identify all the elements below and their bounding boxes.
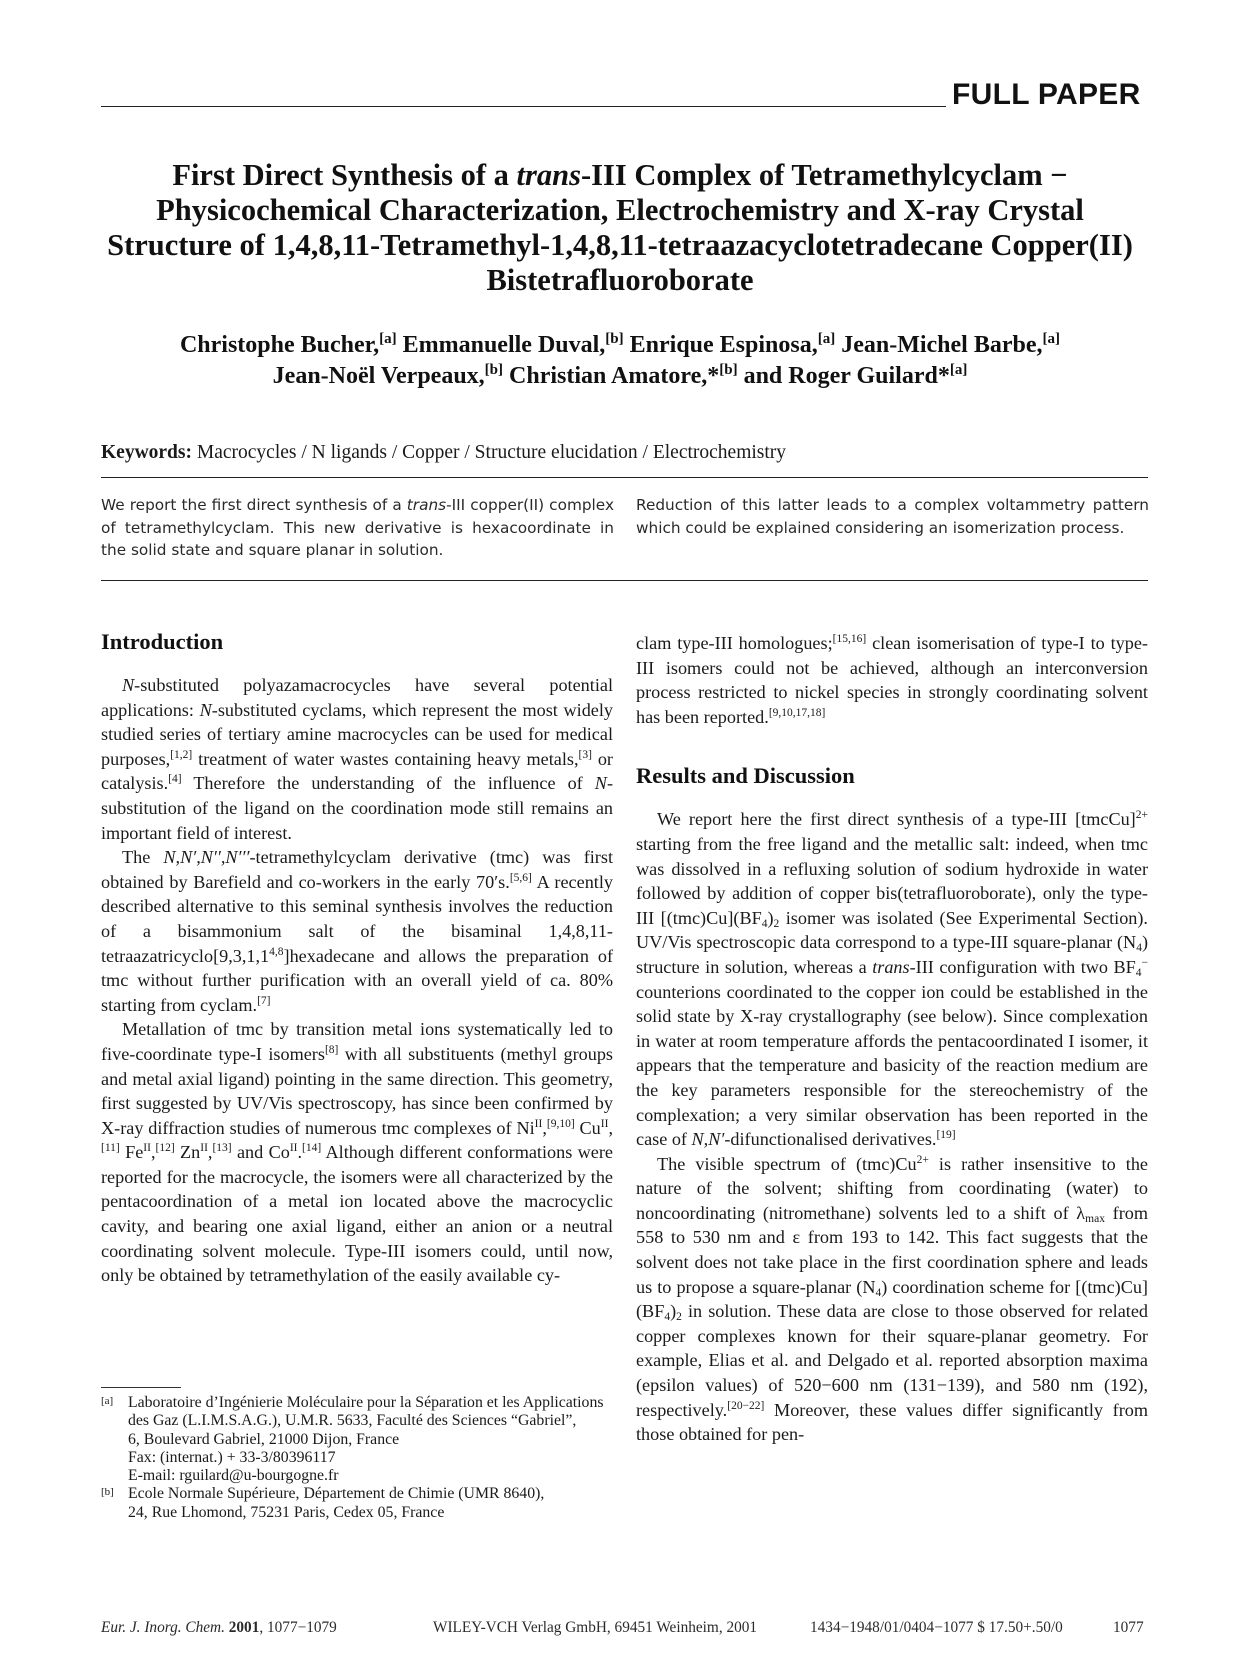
- author: Christian Amatore,*[b]: [509, 362, 738, 389]
- affiliation-b: [b] Ecole Normale Supérieure, Département de Chimie (UMR 8640), 24, Rue Lhomond, 75231 Paris, Cedex 05, France: [101, 1485, 545, 1521]
- author: Christophe Bucher,[a]: [179, 331, 397, 358]
- abstract-right: Reduction of this latter leads to a complex voltammetry pattern which could be explained considering an isomerization process.: [636, 496, 1149, 537]
- paragraph: N-substituted polyazamacrocycles have several potential applications: N-substituted cyclams, which represent the most widely studied series of tertiary amine macrocycles can be used for medical purposes,[1,2] treatment of water wastes containing heavy metals,[3] or catalysis.[4] Therefore the understanding of the influence of N-substitution of the ligand on the coordination mode still remains an important field of interest.: [101, 675, 614, 843]
- author: and Roger Guilard*[a]: [743, 362, 968, 389]
- body-column-right: [636, 631, 1148, 1447]
- paragraph: The visible spectrum of $(tmc)Cu^{2+}$ is rather insensitive to the nature of the solvent; shifting from coordinating (water) to noncoordinating (nitromethane) solvents led to a shift of $\lambda_{max}$ from 558 to 530 nm and ε from 193 to 142. This fact suggests that the solvent does not take place in the first coordination sphere and leads us to propose a square-planar $(N_4)$ coordination scheme for $[(tmc)Cu](BF_4)_2$ in solution. These data are close to those observed for related copper complexes known for their square-planar geometry. For example, Elias et al. and Delgado et al. reported absorption maxima (epsilon values) of 520−600 nm (131−139), and 580 nm (192), respectively.[20−22] Moreover, these values differ significantly from those obtained for pen-: [636, 1153, 1148, 1445]
- author-list: [90, 330, 1150, 392]
- page-number: 1077: [1113, 1619, 1144, 1636]
- section-label: FULL PAPER: [952, 78, 1141, 111]
- paragraph: The N,N′,N′′,N′′′-tetramethylcyclam derivative (tmc) was first obtained by Barefield and co-workers in the early 70′s.[5,6] A recently described alternative to this seminal synthesis involves the reduction of a bisammonium salt of the bisaminal 1,4,8,11-tetraazatricyclo[9,3,1,1$^{4,8}$]hexadecane and allows the preparation of tmc without further purification with an overall yield of ca. 80% starting from cyclam.[7]: [101, 847, 613, 1015]
- footnote-rule: [101, 1387, 181, 1388]
- abstract-rule: [101, 580, 1148, 581]
- heading-results: Results and Discussion: [636, 763, 855, 789]
- paragraph: Metallation of tmc by transition metal ions systematically led to five-coordinate type-I isomers[8] with all substituents (methyl groups and metal axial ligand) pointing in the same direction. This geometry, first suggested by UV/Vis spectroscopy, has since been confirmed by X-ray diffraction studies of numerous tmc complexes of $Ni^{II},[9,10]$ $Cu^{II},[11]$ $Fe^{II},[12]$ $Zn^{II},[13]$ and $Co^{II}.[14]$ Although different conformations were reported for the macrocycle, the isomers were all characterized by the pentacoordination of a metal ion located above the macrocyclic cavity, and bearing one axial ligand, either an anion or a neutral coordinating solvent molecule. Type-III isomers could, until now, only be obtained by tetramethylation of the easily available cy-: [101, 1019, 613, 1286]
- keywords: [101, 442, 786, 464]
- author: Jean-Michel Barbe,[a]: [841, 331, 1061, 358]
- author: Jean-Noël Verpeaux,[b]: [272, 362, 504, 389]
- keywords-rule: [101, 477, 1148, 478]
- header-rule: [101, 106, 946, 107]
- paragraph: clam type-III homologues;[15,16] clean isomerisation of type-I to type-III isomers could not be achieved, although an interconversion process restricted to nickel species in strongly coordinating solvent has been reported.[9,10,17,18]: [636, 633, 1148, 727]
- keywords-label: Keywords:: [101, 442, 192, 463]
- abstract-left: We report the first direct synthesis of a trans-III copper(II) complex of tetramethylcyclam. This new derivative is hexacoordinate in the solid state and square planar in solution.: [101, 496, 614, 559]
- affiliation-a: [a] Laboratoire d’Ingénierie Moléculaire pour la Séparation et les Applications des Gaz (L.I.M.S.A.G.), U.M.R. 5633, Faculté des Sciences “Gabriel”, 6, Boulevard Gabriel, 21000 Dijon, France Fax: (internat.) + 33-3/80396117 E-mail: rguilard@u-bourgogne.fr: [101, 1394, 604, 1485]
- footer-issn: 1434−1948/01/0404−1077 $ 17.50+.50/0: [810, 1619, 1063, 1636]
- footer-publisher: WILEY-VCH Verlag GmbH, 69451 Weinheim, 2001: [433, 1619, 758, 1636]
- author: Emmanuelle Duval,[b]: [402, 331, 624, 358]
- body-column-left: [101, 627, 613, 1288]
- paragraph: We report here the first direct synthesis of a type-III [tmcCu]$^{2+}$ starting from the free ligand and the metallic salt: indeed, when tmc was dissolved in a refluxing solution of sodium hydroxide in water followed by addition of copper bis(tetrafluoroborate), only the type-III $[(tmc)Cu](BF_4)_2$ isomer was isolated (See Experimental Section). UV/Vis spectroscopic data correspond to a type-III square-planar $(N_4)$ structure in solution, whereas a trans-III configuration with two $BF_4^-$ counterions coordinated to the copper ion could be established in the solid state by X-ray crystallography (see below). Since complexation in water at room temperature affords the pentacoordinated I isomer, it appears that the temperature and basicity of the reaction medium are the key parameters responsible for the stereochemistry of the complexation; a very similar observation has been reported in the case of N,N′-difunctionalised derivatives.[19]: [636, 809, 1148, 1150]
- affiliations-footnote: [101, 1394, 613, 1522]
- author: Enrique Espinosa,[a]: [629, 331, 836, 358]
- footer-citation: Eur. J. Inorg. Chem. 2001, 1077−1079: [101, 1619, 337, 1636]
- heading-introduction: Introduction: [101, 629, 224, 654]
- keywords-text: Macrocycles / N ligands / Copper / Structure elucidation / Electrochemistry: [196, 442, 787, 463]
- paper-title: First Direct Synthesis of a trans-III Complex of Tetramethylcyclam − Physicochemical Characterization, Electrochemistry and X-ray Crystal Structure of 1,4,8,11-Tetramethyl-1,4,8,11-tetraazacyclotetradecane Copper(II) Bistetrafluoroborate: [107, 158, 1133, 297]
